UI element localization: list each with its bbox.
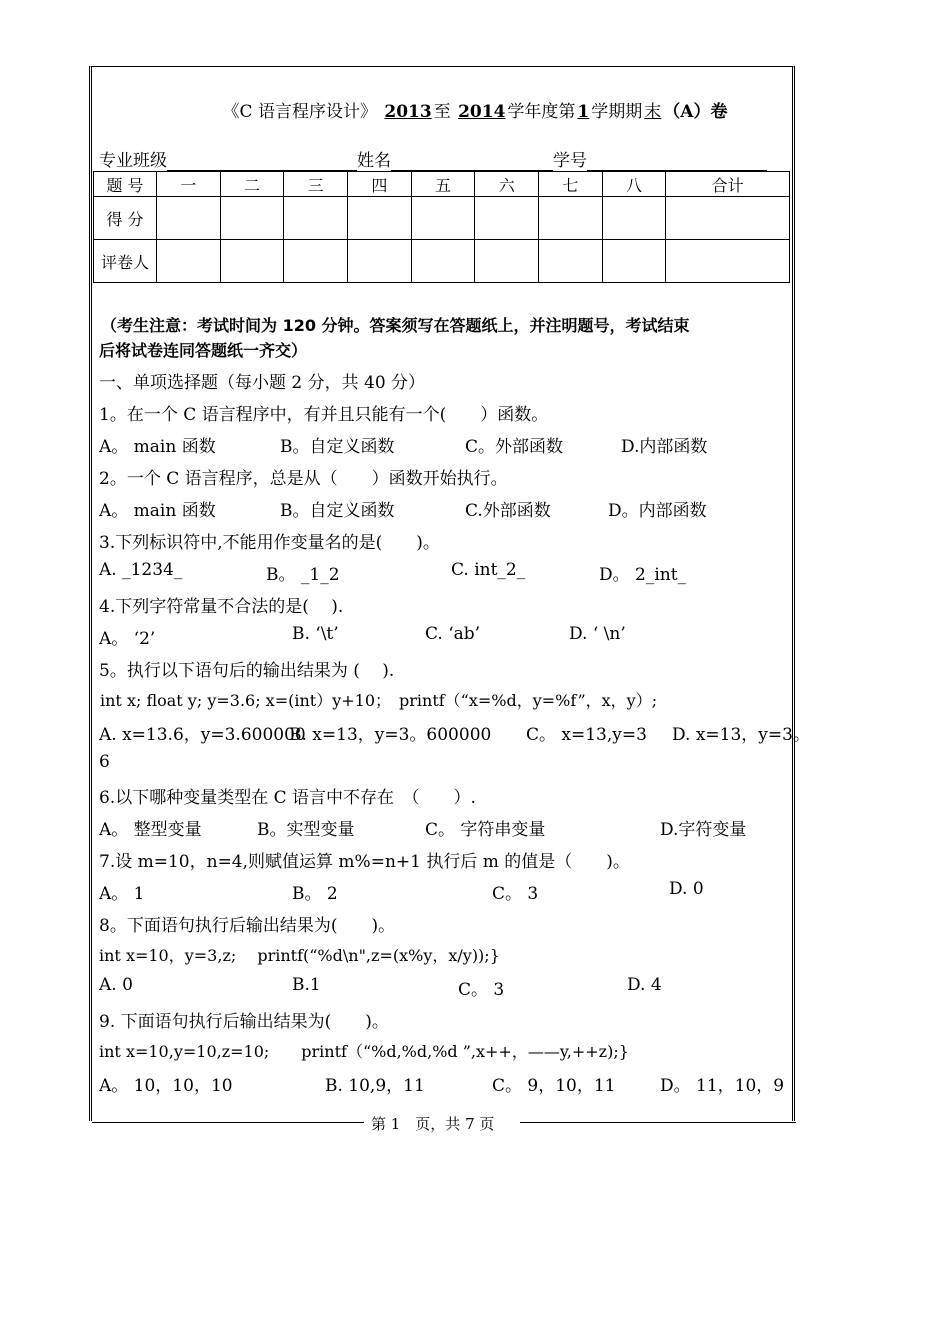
- q2-option-c: C.外部函数: [465, 501, 551, 521]
- footer-rule-right: [520, 1122, 796, 1123]
- score-table: [93, 171, 790, 283]
- score-cell[interactable]: [602, 197, 666, 240]
- q5-code: int x; float y; y=3.6; x=(int）y+10； printf（“x=%d，y=%f”，x，y）;: [100, 691, 658, 710]
- q9-option-b: B. 10,9，11: [325, 1076, 425, 1096]
- id-field[interactable]: [587, 152, 767, 171]
- q8-option-b: B.1: [292, 975, 321, 995]
- q1-option-a: A。 main 函数: [99, 437, 216, 457]
- q2-option-d: D。内部函数: [608, 501, 707, 521]
- q3-options: [99, 560, 789, 585]
- score-cell[interactable]: [284, 197, 348, 240]
- q3-option-b: B。 _1_2: [266, 565, 340, 585]
- header-cell: 合计: [666, 172, 790, 197]
- question-3: 3.下列标识符中,不能用作变量名的是( )。: [99, 533, 440, 553]
- student-info-row: [99, 146, 789, 171]
- score-cell[interactable]: [348, 197, 412, 240]
- to-label: 至: [433, 102, 451, 122]
- q9-option-d: D。 11，10，9: [660, 1076, 785, 1096]
- grader-cell[interactable]: [157, 240, 221, 283]
- q5-option-d-wrap: 6: [99, 752, 110, 772]
- score-cell[interactable]: [539, 197, 603, 240]
- q9-option-a: A。 10，10，10: [99, 1076, 233, 1096]
- q6-option-a: A。 整型变量: [99, 820, 202, 840]
- paper-version: （A）卷: [663, 102, 728, 122]
- score-cell[interactable]: [220, 197, 284, 240]
- grader-cell[interactable]: [539, 240, 603, 283]
- grader-cell[interactable]: [411, 240, 475, 283]
- term-label: 学期期: [591, 102, 643, 122]
- score-cell[interactable]: [411, 197, 475, 240]
- score-table-header: [94, 172, 790, 197]
- question-2: 2。一个 C 语言程序，总是从（ ）函数开始执行。: [99, 469, 508, 489]
- q7-option-b: B。 2: [292, 884, 338, 904]
- footer-rule-left: [92, 1122, 364, 1123]
- q5-options: [99, 720, 810, 745]
- q4-option-d: D. ‘ \n’: [569, 624, 626, 644]
- q8-option-c: C。 3: [458, 980, 505, 1000]
- exam-notice-line1: （考生注意：考试时间为 120 分钟。答案须写在答题纸上，并注明题号，考试结束: [101, 316, 690, 335]
- class-field[interactable]: [167, 152, 357, 171]
- q4-options: [99, 624, 789, 649]
- q1-option-b: B。自定义函数: [280, 437, 395, 457]
- exam-title: [0, 97, 950, 122]
- header-cell: 四: [348, 172, 412, 197]
- q9-code: int x=10,y=10,z=10; printf（“%d,%d,%d ”,x++，——y,++z);}: [99, 1042, 629, 1061]
- q5-option-d: D. x=13，y=3。: [672, 725, 810, 745]
- q6-option-c: C。 字符串变量: [425, 820, 546, 840]
- id-label: 学号: [553, 151, 587, 171]
- year-from: 2013: [384, 102, 432, 122]
- q8-option-a: A. 0: [99, 975, 133, 995]
- q1-option-c: C。外部函数: [465, 437, 564, 457]
- q8-option-d: D. 4: [627, 975, 662, 995]
- header-cell: 六: [475, 172, 539, 197]
- question-7: 7.设 m=10，n=4,则赋值运算 m%=n+1 执行后 m 的值是（ )。: [99, 852, 630, 872]
- question-5: 5。执行以下语句后的输出结果为 ( ).: [99, 661, 395, 681]
- class-label: 专业班级: [99, 151, 167, 171]
- q4-option-b: B. ‘\t’: [292, 624, 339, 644]
- header-cell: 题 号: [94, 172, 157, 197]
- grader-cell[interactable]: [284, 240, 348, 283]
- name-label: 姓名: [357, 151, 391, 171]
- q3-option-d: D。 2_int_: [599, 565, 687, 585]
- header-cell: 五: [411, 172, 475, 197]
- year-to: 2014: [458, 102, 506, 122]
- grader-row: [94, 240, 790, 283]
- school-year-label: 学年度第: [507, 102, 576, 122]
- q5-option-a: A. x=13.6，y=3.600000: [99, 725, 306, 745]
- course-name: 《C 语言程序设计》: [222, 102, 377, 122]
- page-number: 第 1 页，共 7 页: [371, 1115, 495, 1133]
- q9-option-c: C。 9，10，11: [492, 1076, 616, 1096]
- name-field[interactable]: [391, 152, 553, 171]
- q6-options: [99, 815, 789, 840]
- grader-cell[interactable]: [475, 240, 539, 283]
- q1-options: [99, 432, 789, 457]
- q5-option-b: B. x=13，y=3。600000: [289, 725, 492, 745]
- q2-options: [99, 496, 789, 521]
- score-row-label: 得 分: [94, 197, 157, 240]
- question-4: 4.下列字符常量不合法的是( ).: [99, 597, 344, 617]
- grader-cell[interactable]: [666, 240, 790, 283]
- q3-option-c: C. int_2_: [451, 560, 526, 580]
- score-cell[interactable]: [666, 197, 790, 240]
- q6-option-d: D.字符变量: [660, 820, 747, 840]
- score-cell[interactable]: [157, 197, 221, 240]
- q6-option-b: B。实型变量: [257, 820, 355, 840]
- q4-option-a: A。 ‘2’: [99, 629, 156, 649]
- q7-options: [99, 879, 789, 904]
- q8-options: [99, 975, 789, 1000]
- grader-row-label: 评卷人: [94, 240, 157, 283]
- q7-option-d: D. 0: [669, 879, 704, 899]
- q2-option-a: A。 main 函数: [99, 501, 216, 521]
- score-cell[interactable]: [475, 197, 539, 240]
- q5-option-c: C。 x=13,y=3: [526, 725, 647, 745]
- exam-notice-line2: 后将试卷连同答题纸一齐交）: [99, 341, 308, 360]
- grader-cell[interactable]: [602, 240, 666, 283]
- q4-option-c: C. ‘ab’: [425, 624, 481, 644]
- exam-period: 末: [644, 102, 662, 122]
- question-6: 6.以下哪种变量类型在 C 语言中不存在 （ ）.: [99, 788, 476, 808]
- q2-option-b: B。自定义函数: [280, 501, 395, 521]
- q7-option-c: C。 3: [492, 884, 539, 904]
- header-cell: 一: [157, 172, 221, 197]
- q9-options: [99, 1071, 789, 1096]
- header-cell: 七: [539, 172, 603, 197]
- q8-code: int x=10，y=3,z; printf(“%d\n",z=(x%y，x/y));}: [99, 946, 500, 965]
- section-heading: 一、单项选择题（每小题 2 分，共 40 分）: [99, 373, 426, 393]
- q3-option-a: A. _1234_: [99, 560, 183, 580]
- grader-cell[interactable]: [348, 240, 412, 283]
- question-8: 8。下面语句执行后输出结果为( )。: [99, 916, 396, 936]
- header-cell: 二: [220, 172, 284, 197]
- score-row: [94, 197, 790, 240]
- header-cell: 三: [284, 172, 348, 197]
- question-9: 9. 下面语句执行后输出结果为( )。: [99, 1012, 389, 1032]
- header-cell: 八: [602, 172, 666, 197]
- q1-option-d: D.内部函数: [621, 437, 708, 457]
- q7-option-a: A。 1: [99, 884, 145, 904]
- grader-cell[interactable]: [220, 240, 284, 283]
- question-1: 1。在一个 C 语言程序中，有并且只能有一个( ）函数。: [99, 405, 549, 425]
- term-number: 1: [577, 102, 590, 122]
